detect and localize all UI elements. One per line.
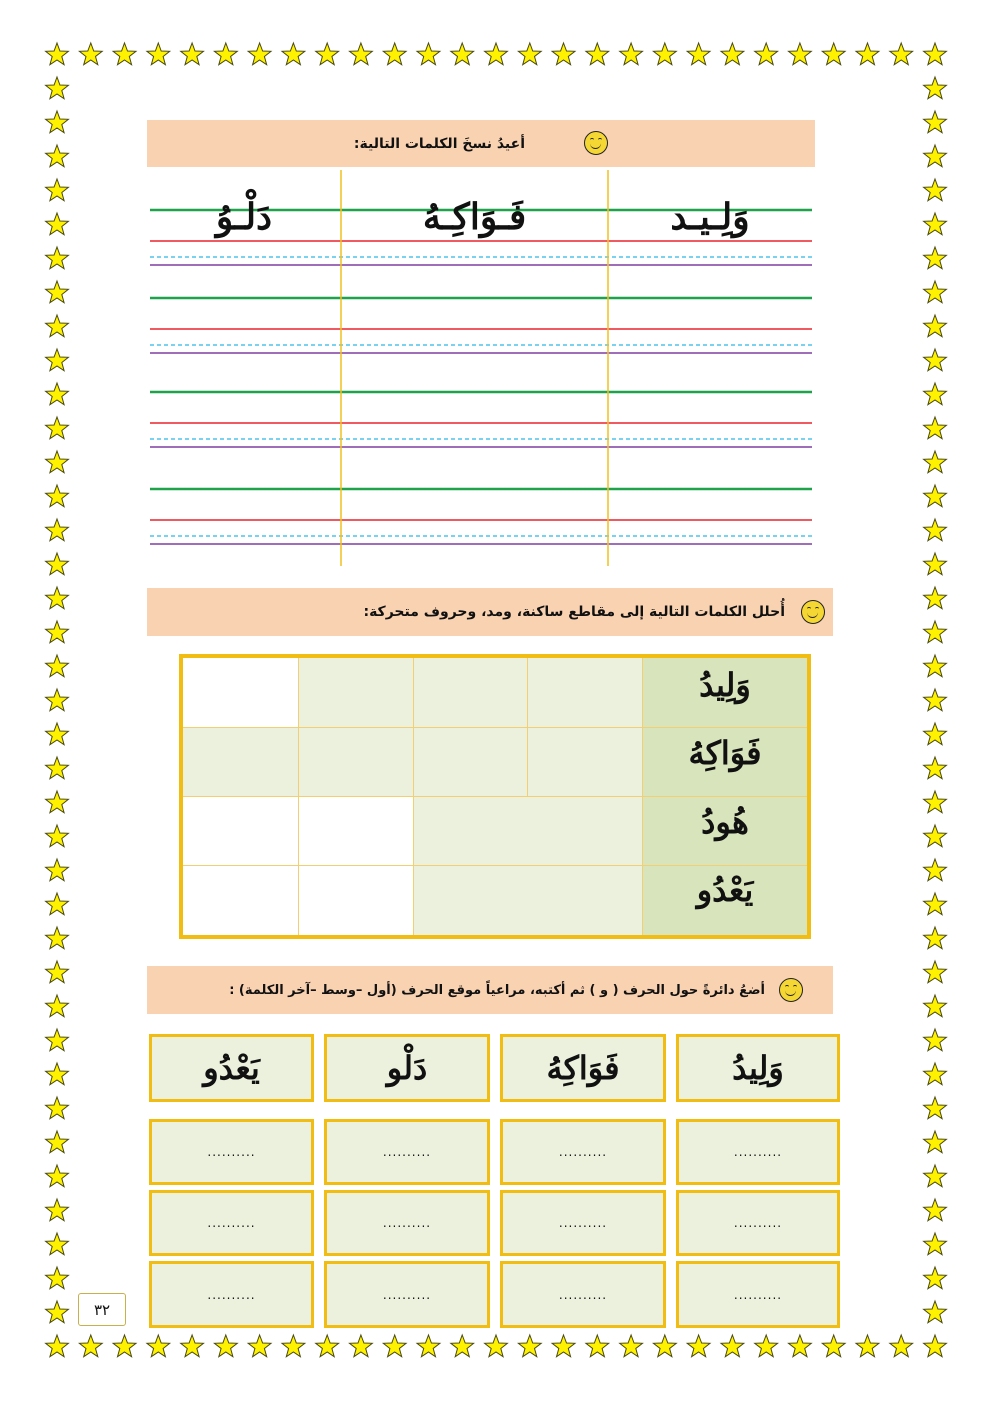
answer-box[interactable] <box>324 1261 490 1328</box>
answer-placeholder: .......... <box>558 1287 608 1302</box>
table-cell[interactable] <box>299 797 414 866</box>
answer-placeholder: .......... <box>207 1216 256 1230</box>
answer-placeholder: .......... <box>382 1216 432 1230</box>
smiley-icon <box>801 600 825 624</box>
answer-box[interactable] <box>149 1190 314 1256</box>
instruction-text-analyze: أُحلل الكلمات التالية إلى مقاطع ساكنة، ومد، وحروف متحركة: <box>363 604 785 620</box>
answer-placeholder: .......... <box>382 1145 432 1159</box>
table-cell[interactable] <box>299 866 414 935</box>
answer-box[interactable] <box>149 1119 314 1185</box>
syllable-analysis-table <box>179 654 811 939</box>
answer-box[interactable] <box>500 1261 666 1328</box>
table-word-yadu: يَعْدُو <box>696 871 754 909</box>
answer-box[interactable] <box>324 1119 490 1185</box>
answer-box[interactable] <box>500 1190 666 1256</box>
answer-box[interactable] <box>676 1261 840 1328</box>
answer-box[interactable] <box>676 1190 840 1256</box>
copy-word-dalw: دَلْـوُ <box>215 196 273 238</box>
table-cell[interactable] <box>299 728 414 797</box>
table-cell[interactable] <box>528 728 643 797</box>
answer-placeholder: .......... <box>207 1145 256 1159</box>
table-cell[interactable] <box>183 866 299 935</box>
word-dalw: دَلْو <box>386 1049 428 1087</box>
smiley-icon <box>779 978 803 1002</box>
instruction-text-copy: أعيدُ نسخَ الكلمات التالية: <box>353 135 525 152</box>
answer-box[interactable] <box>149 1261 314 1328</box>
answer-box[interactable] <box>500 1119 666 1185</box>
table-cell[interactable] <box>183 728 299 797</box>
word-walid: وَلِيدُ <box>732 1049 784 1087</box>
copy-word-walid: وَلِـيـد <box>670 196 750 238</box>
answer-placeholder: .......... <box>207 1287 256 1302</box>
word-yadu: يَعْدُو <box>203 1049 260 1087</box>
table-word-walid: وَلِيدُ <box>699 666 751 704</box>
instruction-banner-circle <box>147 966 833 1014</box>
answer-placeholder: .......... <box>733 1216 783 1230</box>
table-cell[interactable] <box>183 797 299 866</box>
copy-word-fawakih: فَـوَاكِـهُ <box>422 196 527 238</box>
word-box-fawakih <box>500 1034 666 1102</box>
word-box-dalw <box>324 1034 490 1102</box>
page-number: ٣٢ <box>78 1293 126 1326</box>
word-fawakih: فَوَاكِهُ <box>546 1049 620 1087</box>
instruction-text-circle: أضعُ دائرةً حول الحرف ( و ) ثم أكتبه، مراعياً موقع الحرف (أول –وسط –آخر الكلمة) : <box>229 982 765 998</box>
table-cell[interactable] <box>528 658 643 728</box>
answer-placeholder: .......... <box>558 1216 608 1230</box>
table-cell[interactable] <box>414 797 643 866</box>
table-word-hud: هُودُ <box>701 803 749 841</box>
table-cell[interactable] <box>414 728 528 797</box>
word-box-yadu <box>149 1034 314 1102</box>
table-cell[interactable] <box>183 658 299 728</box>
table-word-fawakih: فَوَاكِهُ <box>688 734 762 772</box>
answer-box[interactable] <box>324 1190 490 1256</box>
answer-placeholder: .......... <box>733 1287 783 1302</box>
table-cell[interactable] <box>414 866 643 935</box>
answer-placeholder: .......... <box>558 1145 608 1159</box>
word-box-walid <box>676 1034 840 1102</box>
answer-placeholder: .......... <box>733 1145 783 1159</box>
table-cell[interactable] <box>299 658 414 728</box>
answer-placeholder: .......... <box>382 1287 432 1302</box>
answer-box[interactable] <box>676 1119 840 1185</box>
instruction-banner-analyze <box>147 588 833 636</box>
table-cell[interactable] <box>414 658 528 728</box>
